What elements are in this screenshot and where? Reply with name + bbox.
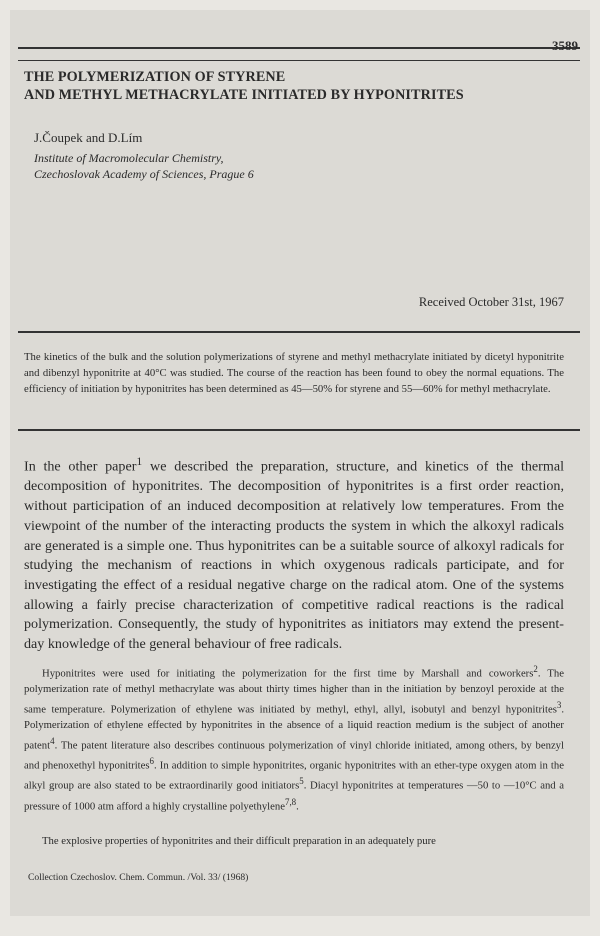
ref-6: 6: [149, 756, 154, 767]
p2-text-1: Hyponitrites were used for initiating the polymerization for the first time by Marshall and coworkers: [42, 667, 534, 680]
header-rule: [18, 47, 580, 49]
journal-footer: Collection Czechoslov. Chem. Commun. /Vol. 33/ (1968): [28, 872, 249, 883]
title-line-2: AND METHYL METHACRYLATE INITIATED BY HYPONITRITES: [24, 87, 464, 103]
intro-text-2: we described the preparation, structure, and kinetics of the thermal decomposition of hyponitrites. The decomposition of hyponitrites is a first order reaction, without participation of an induced decomposition at relatively low temperatures. From the viewpoint of the number of the interacting products the system in which the alkoxyl radicals are generated is a simple one. Thus hyponitrites can be a suitable source of alkoxyl radicals for studying the mechanism of reactions in which oxygenous radicals participate, and for investigating the effect of a residual negative charge on the radical atom. One of the systems allowing a fairly precise characterization of competitive radical reactions is the radical polymerization. Consequently, the study of hyponitrites as initiators may extend the present-day knowledge of the general behaviour of free radicals.: [24, 458, 564, 653]
received-date: Received October 31st, 1967: [418, 295, 564, 309]
p2-text-4: . The patent literature also describes continuous polymerization of vinyl chloride initiated, among others, by benzyl and phenoxethyl hyponitrites: [24, 739, 564, 772]
ref-7-8: 7,8: [284, 796, 297, 807]
article-authors: J.Čoupek and D.Lím: [34, 130, 143, 145]
article-title: [24, 68, 564, 104]
intro-text-1: In the other paper: [24, 458, 137, 475]
body-paragraph-3: The explosive properties of hyponitrites and their difficult preparation in an adequately pure: [42, 835, 436, 847]
p2-text-6: . Diacyl hyponitrites at temperatures —50 to —10°C and a pressure of 1000 atm afford a highly crystalline polyethylene: [24, 780, 564, 813]
affiliation-line-1: Institute of Macromolecular Chemistry,: [34, 151, 224, 165]
author-affiliation: [34, 150, 254, 182]
ref-4: 4: [50, 735, 55, 746]
ref-5: 5: [299, 776, 304, 787]
ref-2: 2: [533, 664, 538, 674]
p2-text-3: . Polymerization of ethylene effected by hyponitrites in the absence of a liquid reaction medium is the subject of another patent: [24, 703, 564, 752]
abstract: The kinetics of the bulk and the solution polymerizations of styrene and methyl methacrylate initiated by dicetyl hyponitrite and dibenzyl hyponitrite at 40°C was studied. The course of the reaction has been found to obey the normal equations. The efficiency of initiation by hyponitrites has been determined as 45—50% for styrene and 55—60% for methyl methacrylate.: [24, 351, 564, 395]
ref-1: 1: [136, 455, 143, 468]
journal-page: [10, 10, 590, 916]
abstract-top-rule: [18, 331, 580, 333]
page-number: 3589: [552, 38, 578, 53]
affiliation-line-2: Czechoslovak Academy of Sciences, Prague 6: [34, 167, 254, 181]
body-paragraph-2: [24, 662, 564, 815]
abstract-bottom-rule: [18, 429, 580, 431]
title-line-1: THE POLYMERIZATION OF STYRENE: [24, 69, 286, 85]
p2-text-5: . In addition to simple hyponitrites, organic hyponitrites with an ether-type oxygen atom in the alkyl group are also stated to be extraordinarily good initiators: [24, 759, 564, 793]
intro-paragraph: [24, 452, 564, 655]
ref-3: 3: [556, 699, 562, 710]
p2-text-2: . The polymerization rate of methyl methacrylate was about thirty times higher than in the initiation by benzoyl peroxide at the same temperature. Polymerization of ethylene was initiated by methyl, ethyl, allyl, isobutyl and benzyl hyponitrites: [24, 667, 564, 716]
p2-text-7: .: [296, 800, 299, 813]
header-rule-lower: [18, 60, 580, 61]
